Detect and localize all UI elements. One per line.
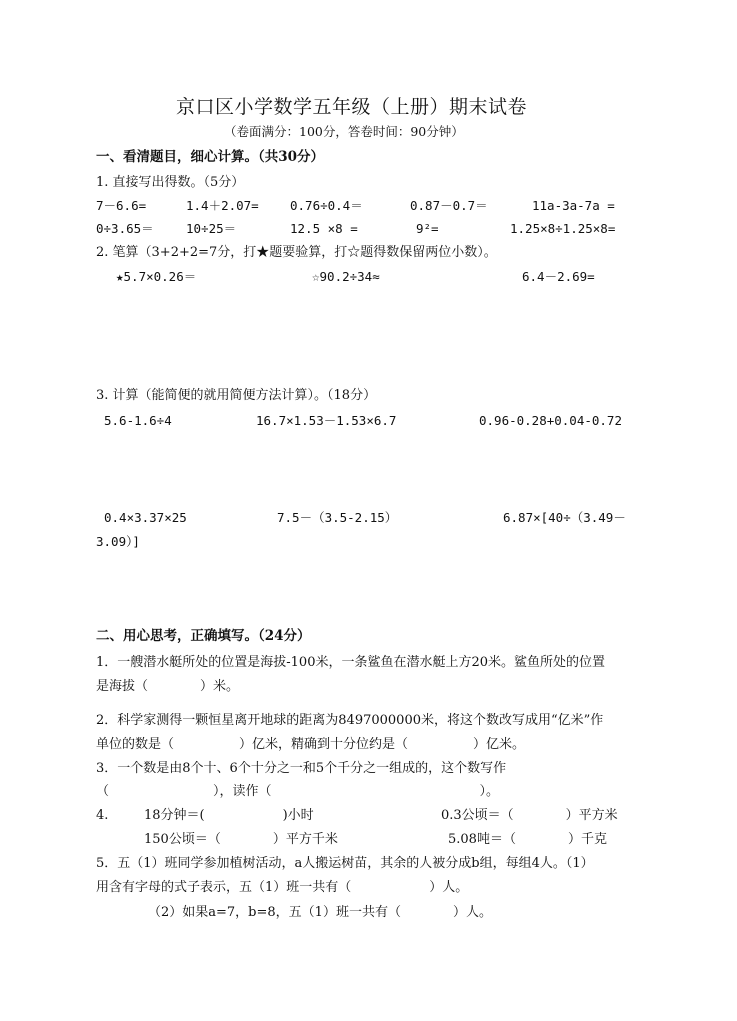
s2-q2-line1: 2．科学家测得一颗恒星离开地球的距离为8497000000米，将这个数改写成用“亿米”作 <box>96 713 604 728</box>
q1-item: 0÷3.65＝ <box>96 221 154 236</box>
q1-item: 9²= <box>416 221 439 236</box>
q1-item: 1.4＋2.07= <box>186 198 259 213</box>
page-subtitle: （卷面满分：100分，答卷时间：90分钟） <box>224 124 464 139</box>
s2-q5-line1: 5．五（1）班同学参加植树活动，a人搬运树苗，其余的人被分成b组，每组4人。（1） <box>96 856 594 871</box>
q1-item: 10÷25＝ <box>186 221 237 236</box>
q1-item: 12.5 ×8 = <box>290 221 358 236</box>
q3-item: 0.96-0.28+0.04-0.72 <box>479 413 622 428</box>
s2-q4-number: 4. <box>96 808 109 823</box>
s2-q5-line3: （2）如果a=7，b=8，五（1）班一共有（ ）人。 <box>148 905 492 920</box>
q1-item: 1.25×8÷1.25×8= <box>510 221 616 236</box>
q1-label: 1. 直接写出得数。（5分） <box>96 175 245 190</box>
q1-item: 11a-3a-7a = <box>532 198 615 213</box>
q1-item: 7－6.6= <box>96 198 147 213</box>
s2-q2-line2: 单位的数是（ ）亿米，精确到十分位约是（ ）亿米。 <box>96 737 526 752</box>
q3-item: 3.09）] <box>96 534 140 549</box>
s2-q4-item: 0.3公顷＝（ ）平方米 <box>441 808 618 823</box>
s2-q1-line2: 是海拔（ ）米。 <box>96 679 240 694</box>
q2-label: 2. 笔算（3+2+2=7分，打★题要验算，打☆题得数保留两位小数）。 <box>96 245 497 260</box>
q3-item: 6.87×[40÷（3.49－ <box>503 510 626 525</box>
q3-item: 16.7×1.53－1.53×6.7 <box>256 413 397 428</box>
s2-q3-line1: 3．一个数是由8个十、6个十分之一和5个千分之一组成的，这个数写作 <box>96 761 507 776</box>
q3-item: 0.4×3.37×25 <box>104 510 187 525</box>
q1-item: 0.76÷0.4＝ <box>290 198 363 213</box>
q2-item: ★5.7×0.26＝ <box>116 269 197 284</box>
q1-item: 0.87－0.7＝ <box>410 198 488 213</box>
q3-label: 3. 计算（能简便的就用简便方法计算）。（18分） <box>96 388 377 403</box>
q2-item: ☆90.2÷34≈ <box>312 269 380 284</box>
section1-heading: 一、看清题目，细心计算。（共30分） <box>96 149 325 165</box>
s2-q4-item: 150公顷＝（ ）平方千米 <box>144 832 338 847</box>
s2-q1-line1: 1．一艘潜水艇所处的位置是海拔-100米，一条鲨鱼在潜水艇上方20米。鲨鱼所处的位置 <box>96 655 606 670</box>
page-title: 京口区小学数学五年级（上册）期末试卷 <box>176 96 528 118</box>
q2-item: 6.4－2.69= <box>522 269 595 284</box>
s2-q5-line2: 用含有字母的式子表示，五（1）班一共有（ ）人。 <box>96 880 469 895</box>
s2-q3-line2: （ ），读作（ ）。 <box>96 784 500 799</box>
s2-q4-item: 5.08吨＝（ ）千克 <box>448 832 607 847</box>
q3-item: 5.6-1.6÷4 <box>104 413 172 428</box>
s2-q4-item: 18分钟＝( )小时 <box>144 808 314 823</box>
section2-heading: 二、用心思考，正确填写。（24分） <box>96 628 311 644</box>
q3-item: 7.5－（3.5-2.15） <box>277 510 398 525</box>
